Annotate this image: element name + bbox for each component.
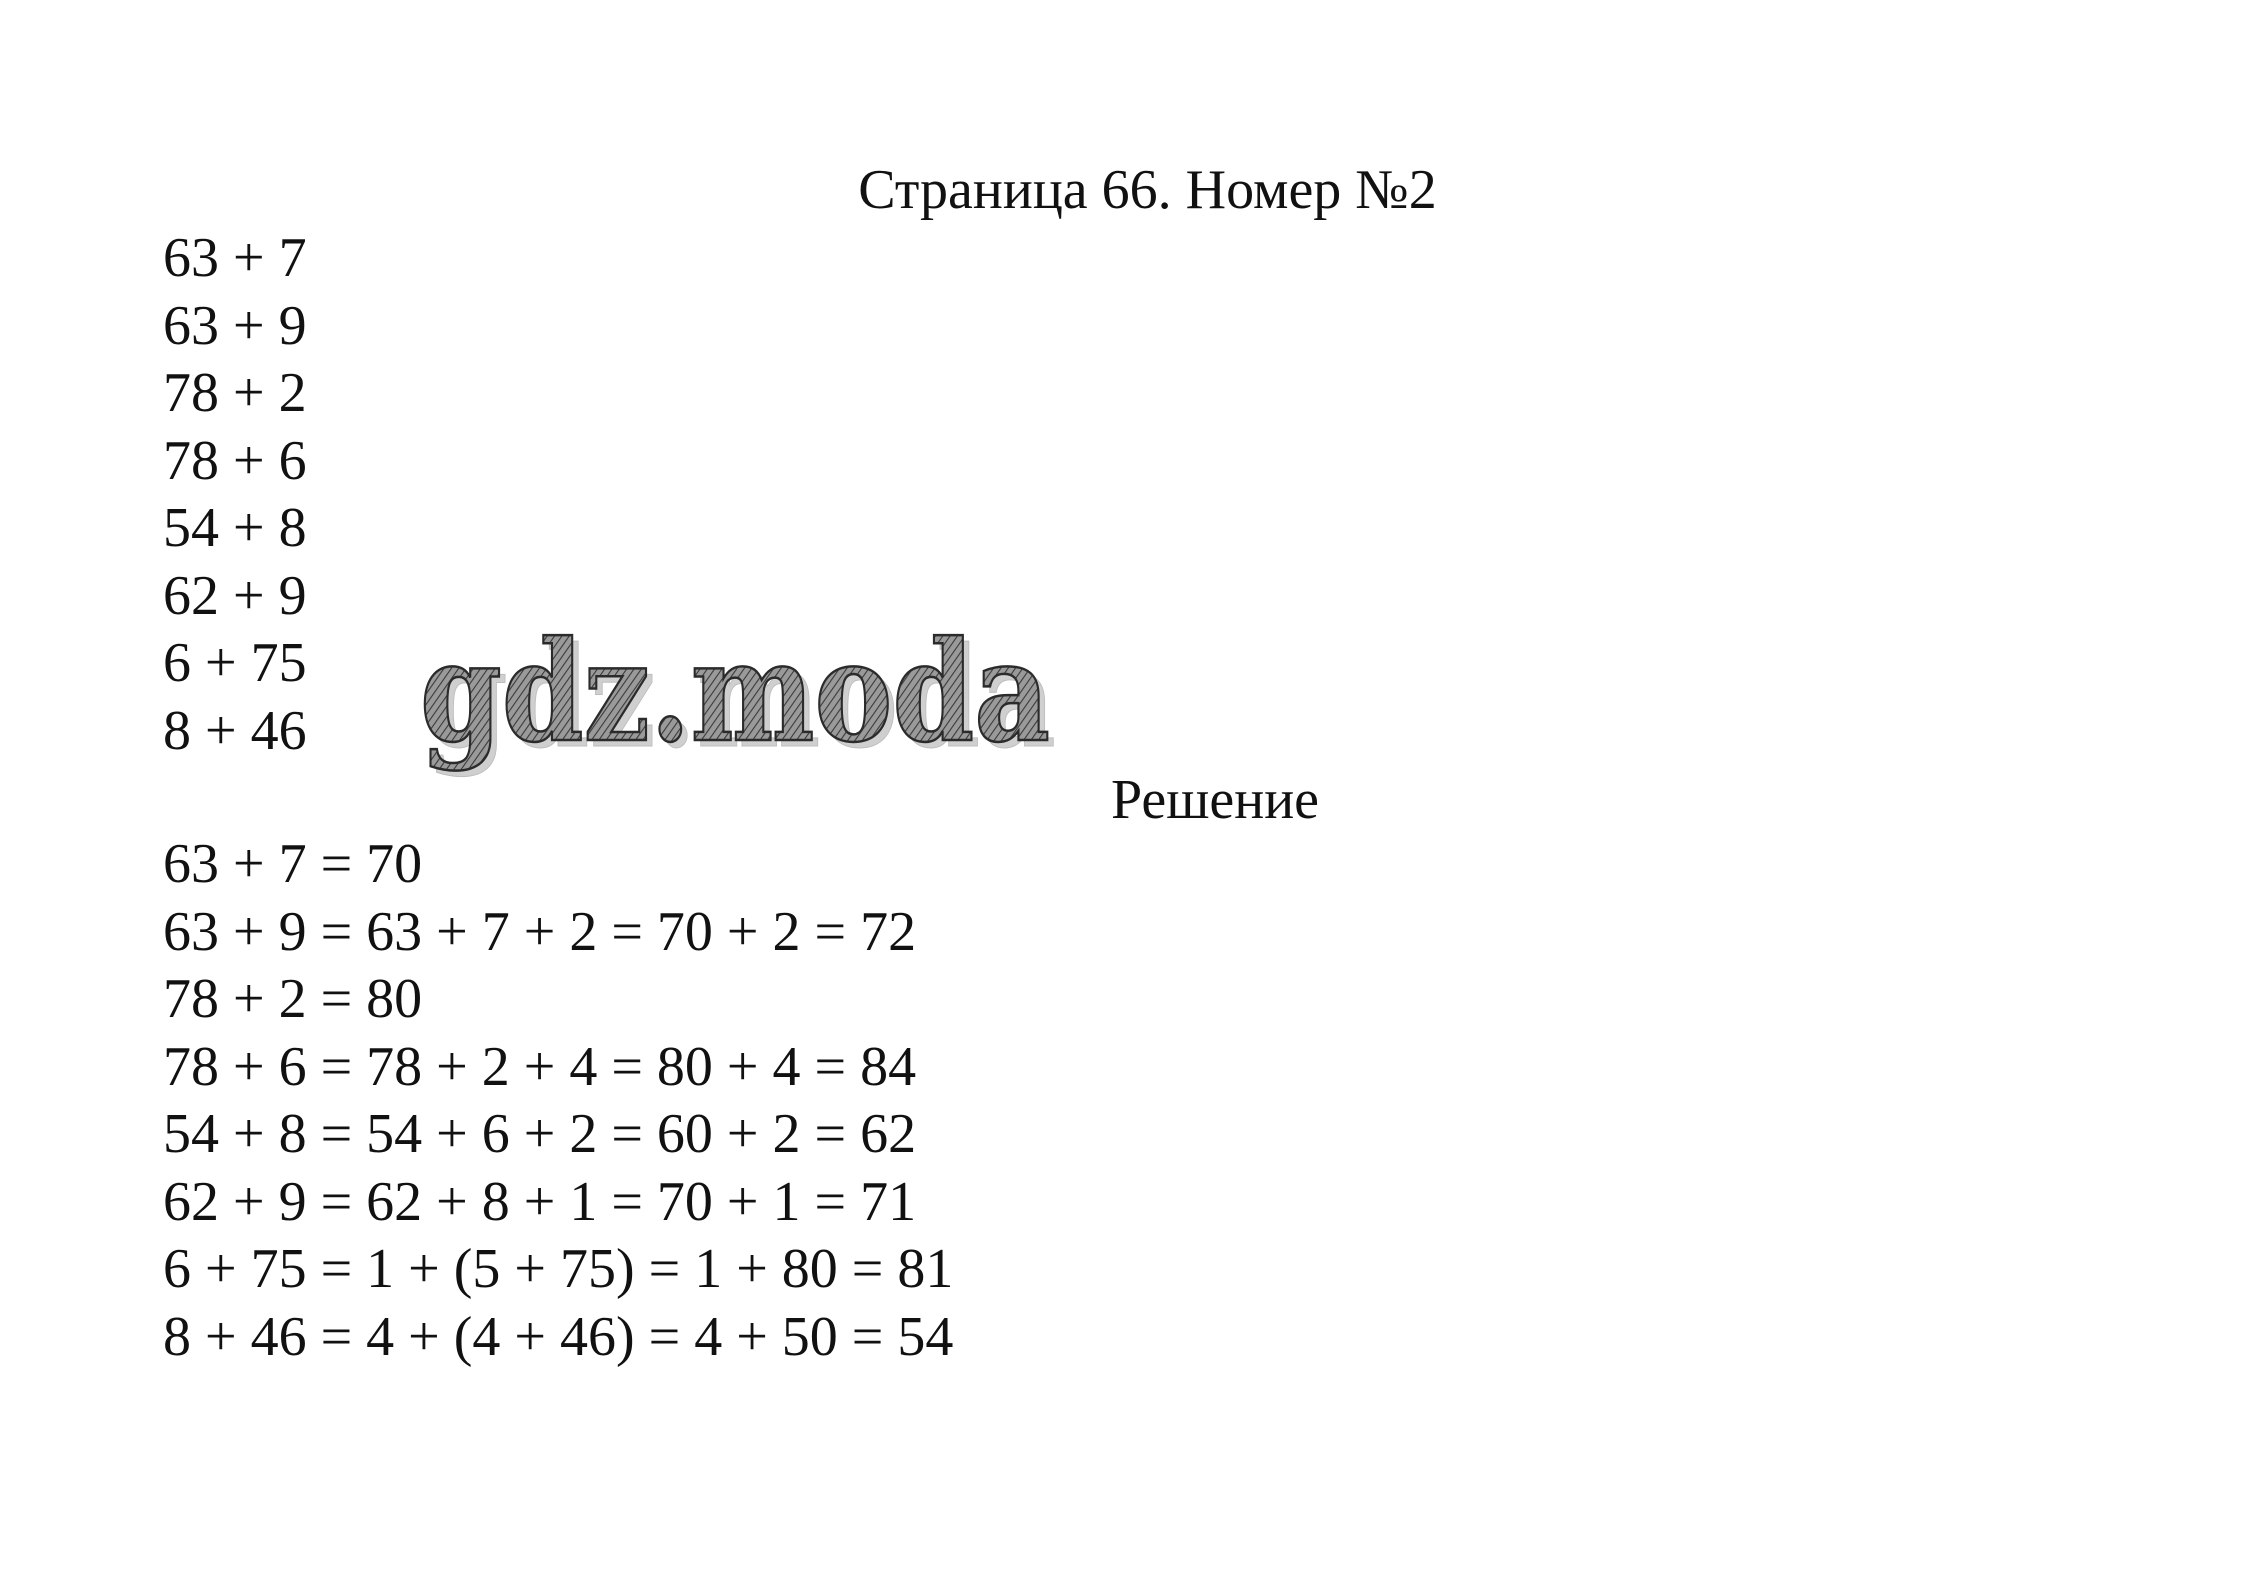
solution-line: 78 + 6 = 78 + 2 + 4 = 80 + 4 = 84 bbox=[163, 1035, 917, 1098]
watermark-logo bbox=[420, 618, 1070, 788]
problem-line: 78 + 2 bbox=[163, 362, 307, 424]
problem-line: 63 + 7 bbox=[163, 227, 307, 289]
problem-line: 6 + 75 bbox=[163, 632, 307, 694]
watermark-shadow: gdz.moda bbox=[426, 618, 1056, 779]
solution-line: 8 + 46 = 4 + (4 + 46) = 4 + 50 = 54 bbox=[163, 1305, 954, 1368]
solution-heading-text: Решение bbox=[1110, 769, 1320, 831]
solution-line: 63 + 7 = 70 bbox=[163, 833, 423, 895]
solution-line: 6 + 75 = 1 + (5 + 75) = 1 + 80 = 81 bbox=[163, 1238, 954, 1300]
solution-line: 63 + 9 = 63 + 7 + 2 = 70 + 2 = 72 bbox=[163, 900, 917, 963]
problem-list bbox=[163, 225, 307, 765]
solution-line: 78 + 2 = 80 bbox=[163, 968, 423, 1030]
solution-list bbox=[163, 831, 953, 1371]
page-title bbox=[0, 158, 2265, 222]
problem-line: 63 + 9 bbox=[163, 294, 307, 357]
problem-line: 8 + 46 bbox=[163, 699, 307, 762]
page-title-text: Страница 66. Номер №2 bbox=[858, 159, 1437, 221]
problem-line: 78 + 6 bbox=[163, 429, 307, 492]
problem-line: 62 + 9 bbox=[163, 564, 307, 627]
problem-line: 54 + 8 bbox=[163, 497, 307, 559]
solution-line: 62 + 9 = 62 + 8 + 1 = 70 + 1 = 71 bbox=[163, 1170, 917, 1233]
solution-heading bbox=[0, 768, 2265, 832]
watermark-text: gdz.moda bbox=[420, 618, 1050, 773]
solution-line: 54 + 8 = 54 + 6 + 2 = 60 + 2 = 62 bbox=[163, 1103, 917, 1165]
